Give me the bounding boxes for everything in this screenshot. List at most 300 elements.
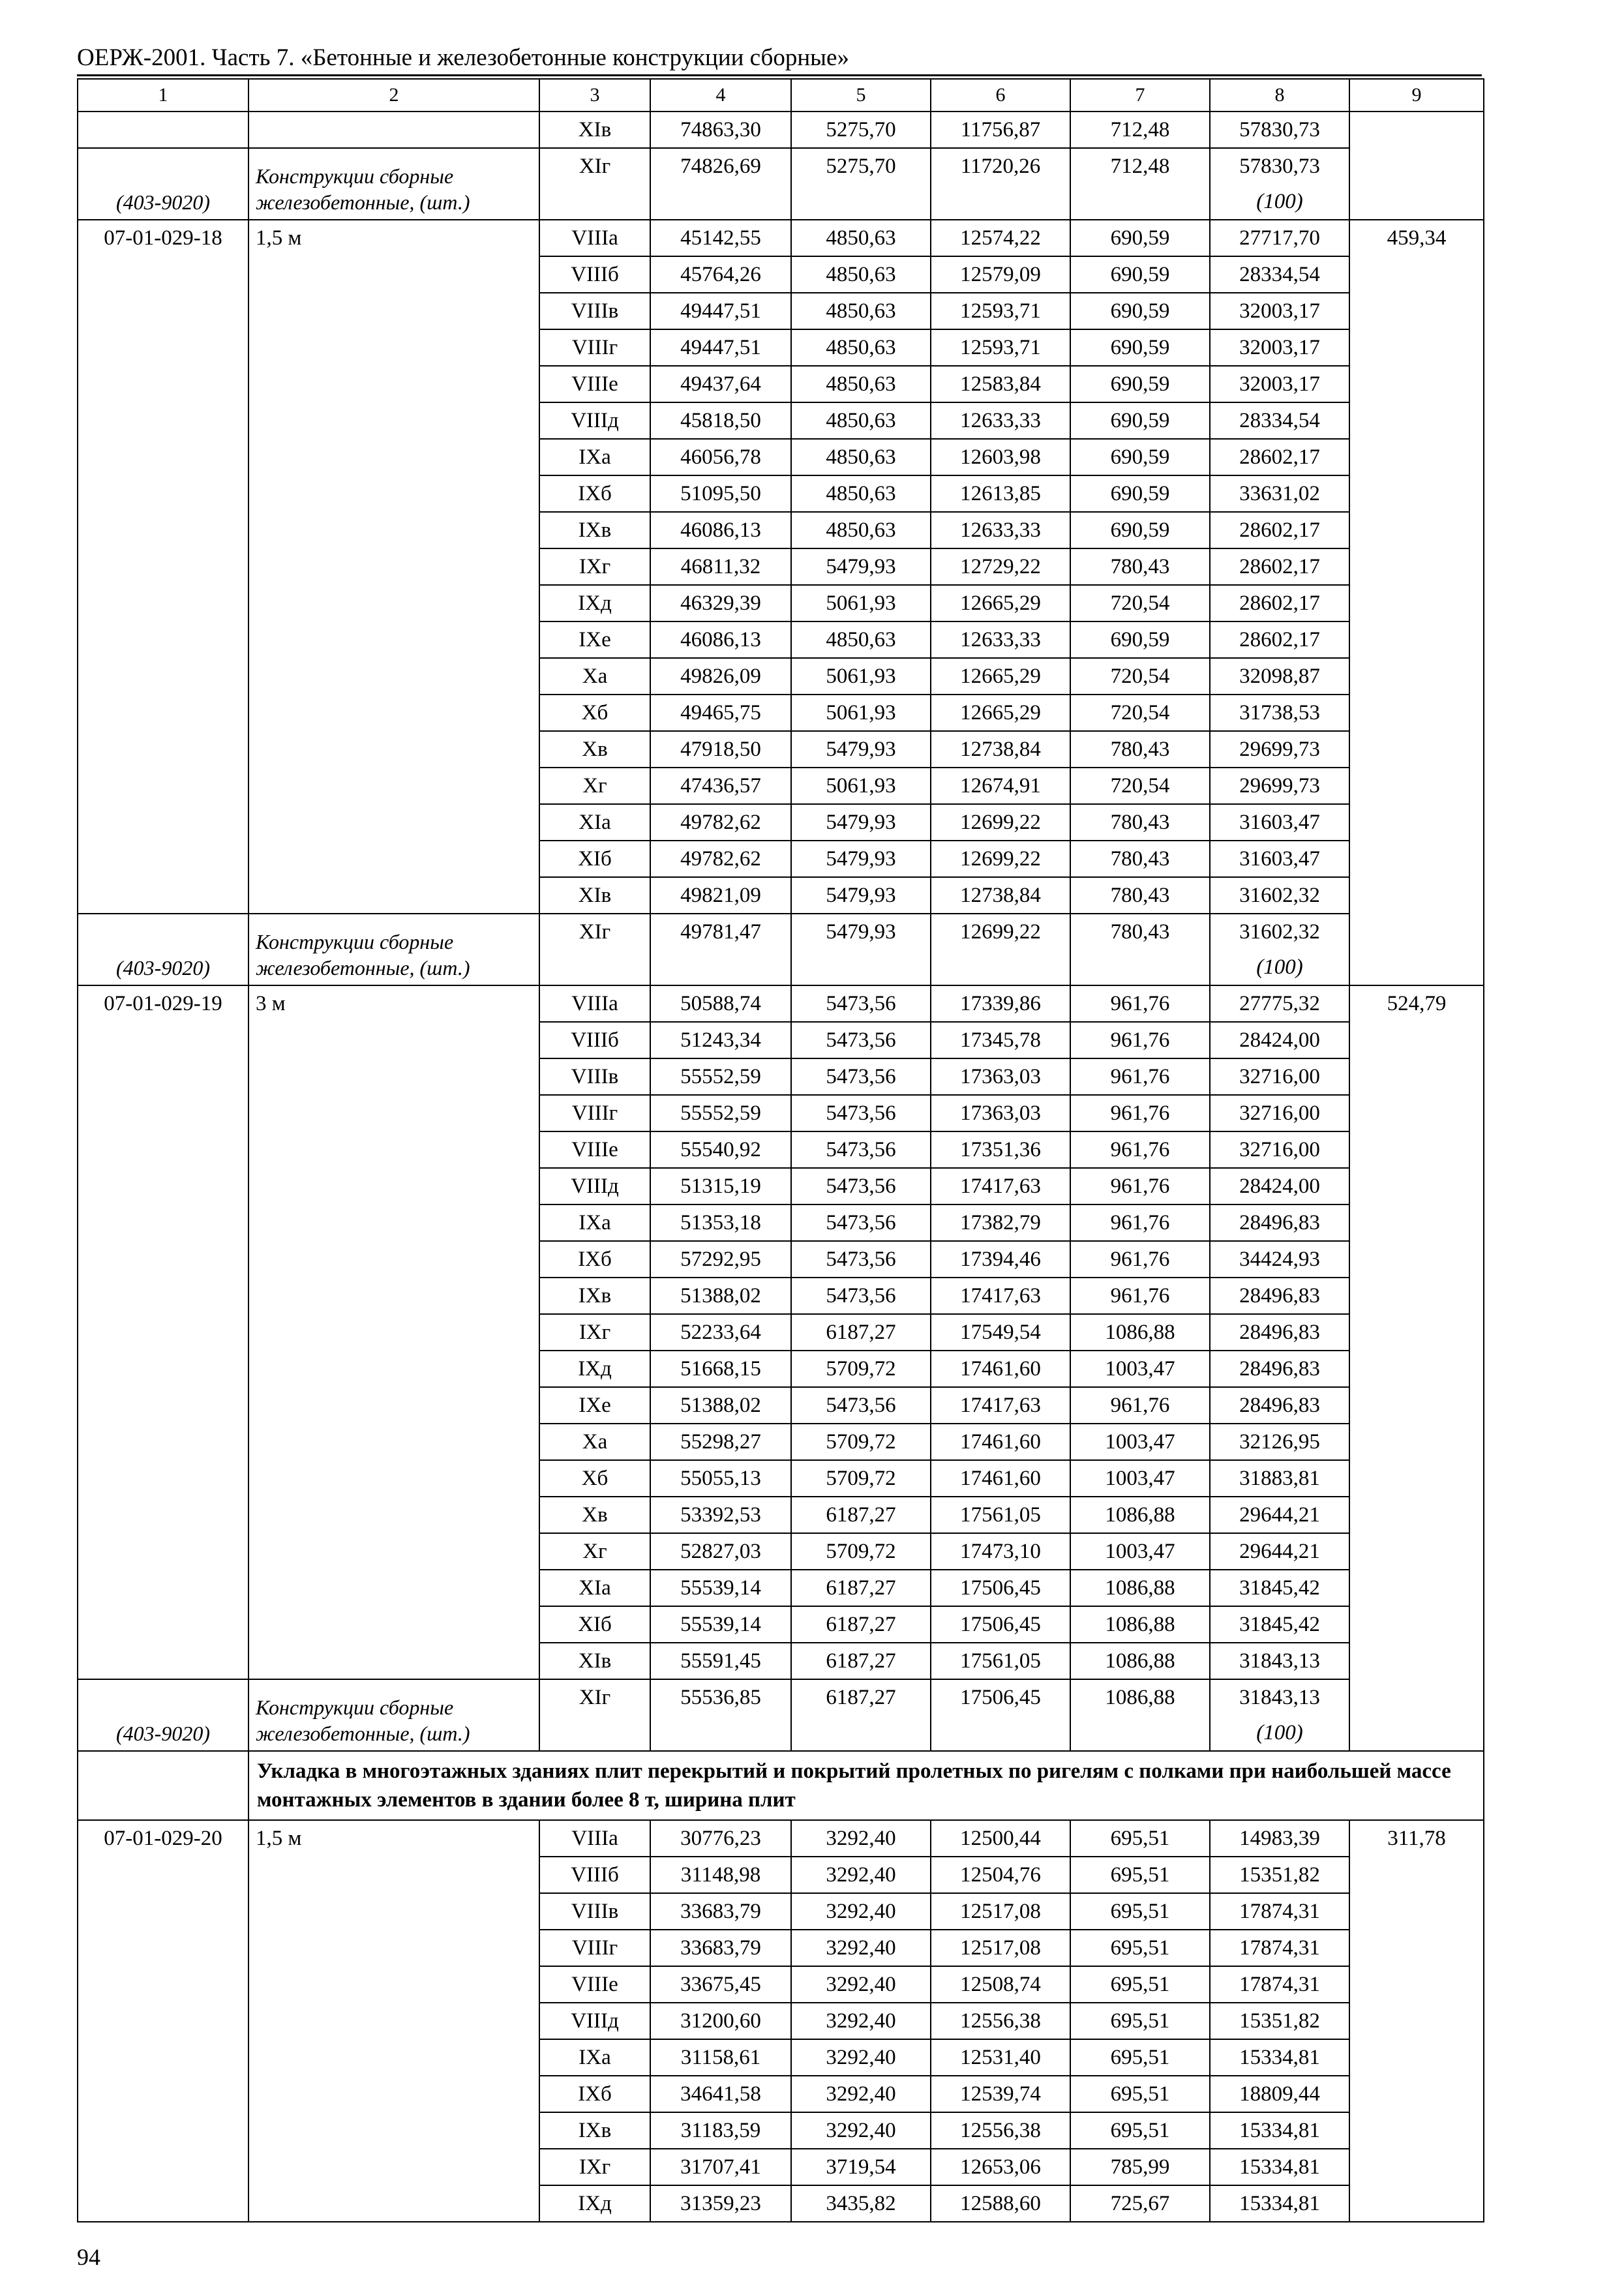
material-code: (403-9020) [78,1679,248,1751]
materials-value-cell [1210,512,1349,548]
value-cell: 12674,91 [931,768,1070,804]
zone-cell: VIIIв [539,1058,650,1095]
value-cell: 17363,03 [931,1058,1070,1095]
materials-value: 32716,00 [1239,1065,1320,1088]
value-cell: 49821,09 [650,877,791,914]
materials-value: 28602,17 [1239,518,1320,542]
value-cell: 6187,27 [791,1643,931,1679]
materials-value-cell [1210,1278,1349,1314]
materials-value-cell [1210,1351,1349,1387]
materials-value: 32126,95 [1239,1430,1320,1454]
value-cell: 47918,50 [650,731,791,768]
value-cell: 3292,40 [791,1930,931,1966]
header-rule-thick [77,74,1482,76]
value-cell: 3292,40 [791,1857,931,1893]
value-cell: 1003,47 [1070,1351,1210,1387]
value-cell: 12508,74 [931,1966,1070,2003]
value-cell: 1086,88 [1070,1314,1210,1351]
zone-cell: XIа [539,1570,650,1606]
material-code: (403-9020) [78,148,248,220]
materials-value-cell [1210,1095,1349,1131]
zone-cell: IXг [539,2149,650,2185]
value-cell: 49782,62 [650,804,791,841]
zone-cell: IXг [539,548,650,585]
value-cell: 5473,56 [791,1058,931,1095]
value-cell: 695,51 [1070,2076,1210,2112]
value-cell: 690,59 [1070,220,1210,256]
value-cell: 785,99 [1070,2149,1210,2185]
materials-value: 17874,31 [1239,1936,1320,1960]
materials-value-cell [1210,731,1349,768]
value-cell: 12653,06 [931,2149,1070,2185]
value-cell: 17561,05 [931,1643,1070,1679]
materials-value-cell [1210,2039,1349,2076]
value-cell: 3292,40 [791,1966,931,2003]
value-cell: 4850,63 [791,402,931,439]
value-cell: 3719,54 [791,2149,931,2185]
value-cell: 961,76 [1070,1168,1210,1204]
value-cell: 712,48 [1070,148,1210,220]
value-cell: 55536,85 [650,1679,791,1751]
value-cell: 5275,70 [791,112,931,148]
materials-value: 31603,47 [1239,847,1320,871]
value-cell: 720,54 [1070,658,1210,695]
value-cell: 51243,34 [650,1022,791,1058]
materials-value-cell [1210,1168,1349,1204]
value-cell: 961,76 [1070,1278,1210,1314]
value-cell: 46811,32 [650,548,791,585]
value-cell: 12665,29 [931,585,1070,621]
materials-value-cell [1210,366,1349,402]
value-cell: 690,59 [1070,621,1210,658]
resource-code [78,112,248,148]
value-cell: 961,76 [1070,1387,1210,1424]
value-cell: 5709,72 [791,1460,931,1497]
value-cell: 6187,27 [791,1497,931,1533]
zone-cell: IXа [539,1204,650,1241]
materials-value: 31603,47 [1239,811,1320,834]
value-cell: 12504,76 [931,1857,1070,1893]
zone-cell: Xа [539,658,650,695]
value-cell: 720,54 [1070,695,1210,731]
value-cell: 690,59 [1070,402,1210,439]
value-cell: 12633,33 [931,402,1070,439]
materials-value: 32003,17 [1239,372,1320,396]
labor-cell: 311,78 [1349,1820,1484,2222]
materials-value-cell [1210,2003,1349,2039]
materials-value: 31602,32 [1239,884,1320,907]
value-cell: 4850,63 [791,366,931,402]
value-cell: 5061,93 [791,585,931,621]
materials-value-cell [1210,1606,1349,1643]
zone-cell: Xв [539,1497,650,1533]
value-cell: 780,43 [1070,877,1210,914]
materials-value-cell [1210,1022,1349,1058]
value-cell: 1086,88 [1070,1570,1210,1606]
materials-value: 31843,13 [1239,1686,1320,1709]
table-body [78,79,1484,2222]
value-cell: 74863,30 [650,112,791,148]
value-cell: 4850,63 [791,621,931,658]
value-cell: 695,51 [1070,1966,1210,2003]
value-cell: 695,51 [1070,2112,1210,2149]
value-cell: 780,43 [1070,841,1210,877]
value-cell: 12500,44 [931,1820,1070,1857]
value-cell: 31200,60 [650,2003,791,2039]
value-cell: 49465,75 [650,695,791,731]
materials-value-cell [1210,329,1349,366]
value-cell: 49437,64 [650,366,791,402]
materials-value: 32003,17 [1239,336,1320,359]
materials-value: 29699,73 [1239,774,1320,798]
value-cell: 961,76 [1070,1095,1210,1131]
zone-cell: IXд [539,2185,650,2222]
value-cell: 1003,47 [1070,1460,1210,1497]
zone-cell: IXв [539,512,650,548]
materials-value: 28602,17 [1239,628,1320,651]
materials-value: 31843,13 [1239,1649,1320,1673]
materials-value-cell [1210,1930,1349,1966]
zone-cell: VIIIв [539,1893,650,1930]
value-cell: 49447,51 [650,329,791,366]
zone-cell: IXб [539,2076,650,2112]
value-cell: 49782,62 [650,841,791,877]
zone-cell: XIв [539,112,650,148]
material-description: Конструкции сборные железобетонные, (шт.) [248,914,539,985]
value-cell: 3292,40 [791,1820,931,1857]
materials-value-cell [1210,2112,1349,2149]
value-cell: 780,43 [1070,548,1210,585]
value-cell: 720,54 [1070,768,1210,804]
materials-value-cell [1210,1424,1349,1460]
value-cell: 52233,64 [650,1314,791,1351]
value-cell: 12633,33 [931,512,1070,548]
value-cell: 5473,56 [791,1387,931,1424]
resource-code: 07-01-029-18 [78,220,248,914]
value-cell: 51353,18 [650,1204,791,1241]
value-cell: 57292,95 [650,1241,791,1278]
materials-value-cell [1210,475,1349,512]
value-cell: 961,76 [1070,1204,1210,1241]
materials-value-cell [1210,1570,1349,1606]
material-description: Конструкции сборные железобетонные, (шт.) [248,148,539,220]
materials-value-cell [1210,658,1349,695]
zone-cell: XIа [539,804,650,841]
value-cell: 17473,10 [931,1533,1070,1570]
materials-value-cell [1210,2076,1349,2112]
column-number-cell: 1 [78,79,248,112]
zone-cell: XIв [539,1643,650,1679]
materials-value: 15334,81 [1239,2119,1320,2142]
zone-cell: VIIIа [539,1820,650,1857]
value-cell: 11720,26 [931,148,1070,220]
value-cell: 17506,45 [931,1570,1070,1606]
materials-value: 27775,32 [1239,992,1320,1015]
zone-cell: VIIIд [539,2003,650,2039]
materials-value-cell [1210,1643,1349,1679]
zone-cell: XIг [539,914,650,985]
materials-value: 57830,73 [1239,155,1320,178]
materials-value: 28334,54 [1239,409,1320,432]
materials-value: 28496,83 [1239,1394,1320,1417]
materials-value-cell [1210,2185,1349,2222]
value-cell: 49826,09 [650,658,791,695]
material-code: (403-9020) [78,914,248,985]
materials-value: 32716,00 [1239,1101,1320,1125]
zone-cell: Xа [539,1424,650,1460]
value-cell: 12738,84 [931,877,1070,914]
section-title-row [78,1751,1484,1820]
zone-cell: Xг [539,1533,650,1570]
materials-value: 28424,00 [1239,1174,1320,1198]
zone-cell: Xб [539,695,650,731]
value-cell: 12556,38 [931,2003,1070,2039]
zone-cell: XIб [539,841,650,877]
value-cell: 695,51 [1070,1930,1210,1966]
materials-value: 15334,81 [1239,2046,1320,2069]
value-cell: 30776,23 [650,1820,791,1857]
materials-value-cell [1210,1820,1349,1857]
value-cell: 17461,60 [931,1460,1070,1497]
zone-cell: VIIIг [539,1095,650,1131]
value-cell: 51388,02 [650,1278,791,1314]
value-cell: 50588,74 [650,985,791,1022]
zone-cell: IXе [539,621,650,658]
labor-cell: 524,79 [1349,985,1484,1751]
value-cell: 5473,56 [791,1241,931,1278]
value-cell: 780,43 [1070,804,1210,841]
materials-value-cell [1210,548,1349,585]
materials-value: 31883,81 [1239,1467,1320,1490]
materials-value: 28334,54 [1239,263,1320,286]
material-description: Конструкции сборные железобетонные, (шт.) [248,1679,539,1751]
value-cell: 6187,27 [791,1679,931,1751]
zone-cell: IXг [539,1314,650,1351]
value-cell: 5479,93 [791,804,931,841]
zone-cell: IXв [539,1278,650,1314]
value-cell: 4850,63 [791,256,931,293]
price-table [77,78,1484,2222]
value-cell: 695,51 [1070,2003,1210,2039]
value-cell: 45818,50 [650,402,791,439]
document-header: ОЕРЖ-2001. Часть 7. «Бетонные и железобетонные конструкции сборные» [77,44,849,71]
value-cell: 4850,63 [791,512,931,548]
value-cell: 17549,54 [931,1314,1070,1351]
resource-description: 3 м [248,985,539,1679]
value-cell: 780,43 [1070,914,1210,985]
value-cell: 17417,63 [931,1278,1070,1314]
materials-value-cell [1210,112,1349,148]
value-cell: 12583,84 [931,366,1070,402]
value-cell: 6187,27 [791,1314,931,1351]
value-cell: 695,51 [1070,2039,1210,2076]
materials-value: 15334,81 [1239,2192,1320,2215]
value-cell: 12738,84 [931,731,1070,768]
materials-value-cell [1210,621,1349,658]
zone-cell: VIIIа [539,220,650,256]
zone-cell: VIIIе [539,1966,650,2003]
value-cell: 5479,93 [791,841,931,877]
value-cell: 690,59 [1070,329,1210,366]
value-cell: 12665,29 [931,695,1070,731]
value-cell: 74826,69 [650,148,791,220]
materials-value-cell [1210,439,1349,475]
materials-value: 28602,17 [1239,591,1320,615]
materials-value-cell [1210,1241,1349,1278]
value-cell: 55552,59 [650,1058,791,1095]
value-cell: 31148,98 [650,1857,791,1893]
resource-code: 07-01-029-19 [78,985,248,1679]
value-cell: 780,43 [1070,731,1210,768]
materials-value-cell [1210,585,1349,621]
column-number-cell: 4 [650,79,791,112]
value-cell: 17461,60 [931,1351,1070,1387]
zone-cell: VIIIа [539,985,650,1022]
value-cell: 961,76 [1070,1022,1210,1058]
value-cell: 961,76 [1070,1058,1210,1095]
materials-value: 31738,53 [1239,701,1320,725]
value-cell: 725,67 [1070,2185,1210,2222]
materials-value: 31845,42 [1239,1613,1320,1636]
value-cell: 695,51 [1070,1893,1210,1930]
value-cell: 17351,36 [931,1131,1070,1168]
resource-description: 1,5 м [248,220,539,914]
value-cell: 12531,40 [931,2039,1070,2076]
value-cell: 33683,79 [650,1893,791,1930]
value-cell: 5479,93 [791,548,931,585]
value-cell: 17417,63 [931,1168,1070,1204]
value-cell: 712,48 [1070,112,1210,148]
materials-value: 28496,83 [1239,1284,1320,1308]
materials-value-cell [1210,1204,1349,1241]
materials-value-cell [1210,841,1349,877]
section-title: Укладка в многоэтажных зданиях плит перекрытий и покрытий пролетных по ригелям с полками при наибольшей массе монтажных элементов в здании более 8 т, ширина плит [248,1751,1484,1820]
materials-value: 34424,93 [1239,1248,1320,1271]
zone-cell: VIIIе [539,366,650,402]
value-cell: 4850,63 [791,220,931,256]
materials-value-cell [1210,1387,1349,1424]
zone-cell: VIIIд [539,1168,650,1204]
materials-value: 14983,39 [1239,1827,1320,1850]
zone-cell: IXб [539,475,650,512]
zone-cell: IXв [539,2112,650,2149]
labor-cell: 459,34 [1349,220,1484,985]
table-row [78,112,1484,148]
value-cell: 12699,22 [931,914,1070,985]
page-number: 94 [77,2244,100,2270]
value-cell: 690,59 [1070,293,1210,329]
value-cell: 4850,63 [791,329,931,366]
materials-value: 31602,32 [1239,920,1320,944]
value-cell: 4850,63 [791,293,931,329]
materials-value-cell [1210,877,1349,914]
value-cell: 11756,87 [931,112,1070,148]
value-cell: 45764,26 [650,256,791,293]
materials-value-cell [1210,1314,1349,1351]
zone-cell: VIIIб [539,256,650,293]
zone-cell: VIIIе [539,1131,650,1168]
value-cell: 690,59 [1070,366,1210,402]
materials-value: 15351,82 [1239,2009,1320,2033]
labor-cell [1349,112,1484,220]
value-cell: 695,51 [1070,1857,1210,1893]
value-cell: 31183,59 [650,2112,791,2149]
value-cell: 5479,93 [791,731,931,768]
value-cell: 45142,55 [650,220,791,256]
materials-value-cell [1210,985,1349,1022]
value-cell: 17345,78 [931,1022,1070,1058]
table-row [78,148,1484,220]
materials-value: 18809,44 [1239,2082,1320,2106]
value-cell: 3292,40 [791,2039,931,2076]
value-cell: 51315,19 [650,1168,791,1204]
column-number-cell: 3 [539,79,650,112]
value-cell: 12633,33 [931,621,1070,658]
value-cell: 12539,74 [931,2076,1070,2112]
materials-value: 29644,21 [1239,1540,1320,1563]
value-cell: 49781,47 [650,914,791,985]
zone-cell: IXа [539,439,650,475]
materials-value-cell [1210,1497,1349,1533]
materials-value: 29644,21 [1239,1503,1320,1527]
section-blank-cell [78,1751,248,1820]
value-cell: 12593,71 [931,293,1070,329]
materials-value-cell [1210,1533,1349,1570]
value-cell: 1086,88 [1070,1643,1210,1679]
table-row [78,985,1484,1022]
value-cell: 55055,13 [650,1460,791,1497]
materials-value: 57830,73 [1239,118,1320,142]
zone-cell: IXа [539,2039,650,2076]
value-cell: 3292,40 [791,2076,931,2112]
zone-cell: VIIIб [539,1022,650,1058]
materials-value-cell [1210,1131,1349,1168]
material-quantity: (100) [1256,190,1303,213]
value-cell: 51095,50 [650,475,791,512]
materials-value-cell [1210,2149,1349,2185]
value-cell: 53392,53 [650,1497,791,1533]
materials-value-cell [1210,768,1349,804]
resource-description [248,112,539,148]
materials-value: 32098,87 [1239,665,1320,688]
materials-value-cell [1210,1679,1349,1751]
value-cell: 17382,79 [931,1204,1070,1241]
zone-cell: IXд [539,1351,650,1387]
value-cell: 6187,27 [791,1606,931,1643]
value-cell: 961,76 [1070,1241,1210,1278]
value-cell: 55539,14 [650,1606,791,1643]
table-row [78,1679,1484,1751]
value-cell: 1003,47 [1070,1424,1210,1460]
value-cell: 17461,60 [931,1424,1070,1460]
materials-value: 32003,17 [1239,299,1320,323]
materials-value-cell [1210,1893,1349,1930]
value-cell: 5479,93 [791,914,931,985]
resource-description: 1,5 м [248,1820,539,2222]
materials-value: 27717,70 [1239,226,1320,250]
materials-value-cell [1210,256,1349,293]
value-cell: 46329,39 [650,585,791,621]
value-cell: 12729,22 [931,548,1070,585]
resource-code: 07-01-029-20 [78,1820,248,2222]
materials-value: 17874,31 [1239,1973,1320,1996]
value-cell: 46086,13 [650,512,791,548]
zone-cell: VIIIб [539,1857,650,1893]
value-cell: 17339,86 [931,985,1070,1022]
materials-value-cell [1210,148,1349,220]
materials-value: 28496,83 [1239,1211,1320,1234]
materials-value: 33631,02 [1239,482,1320,505]
